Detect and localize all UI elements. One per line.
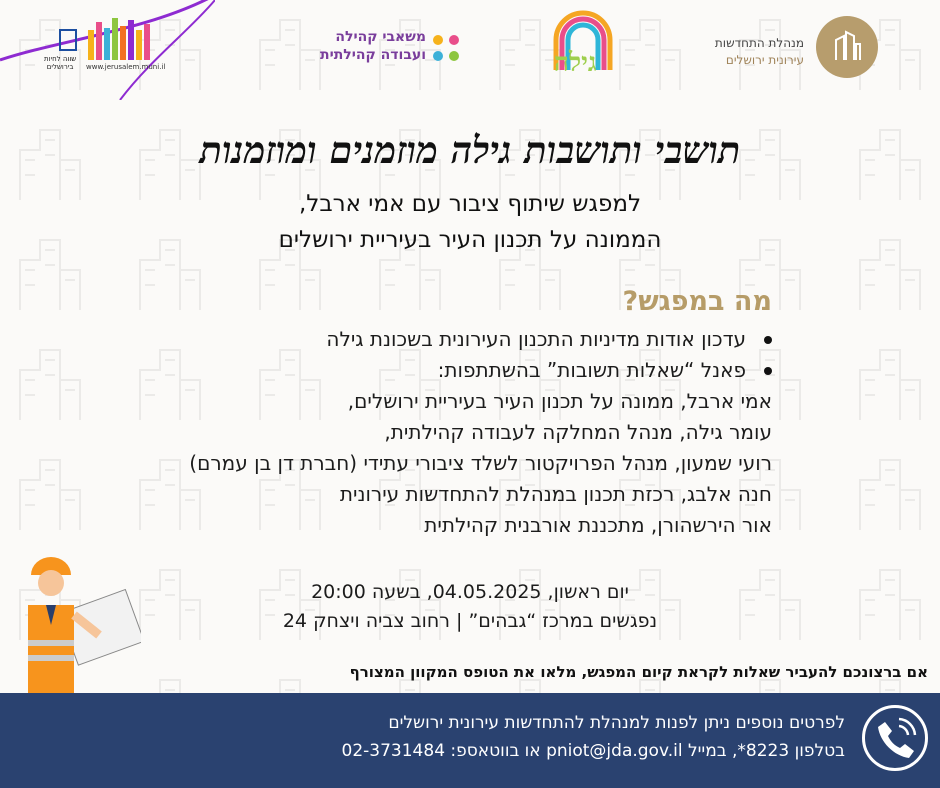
gila-logo [548, 10, 618, 80]
agenda-heading: מה במפגש? [622, 286, 772, 317]
cta-text: אם ברצונכם להעביר שאלות לקראת קיום המפגש, מלאו את הטופס המקוון המצורף [349, 663, 928, 681]
footer-line-1: לפרטים נוספים ניתן לפנות למנהלת להתחדשות עירונית ירושלים [388, 713, 845, 733]
event-when: יום ראשון, 04.05.2025, בשעה 20:00 [311, 581, 629, 603]
bullet-dot-icon [764, 367, 772, 375]
bullet-dot-icon [764, 336, 772, 344]
event-where: נפגשים במרכז “גבהים” | רחוב צביה ויצחק 24 [282, 610, 658, 632]
subtitle-line-2: הממונה על תכנון העיר בעיריית ירושלים [278, 227, 662, 253]
city-logo-url: www.jerusalem.muni.il [86, 63, 166, 71]
event-details [0, 578, 940, 636]
jda-logo-line1: מנהלת התחדשות [714, 36, 804, 50]
footer [0, 693, 940, 788]
agenda-bullet: עדכון אודות מדיניות התכנון העירונית בשכונת גילה [72, 324, 772, 355]
gila-logo-word: גילה [554, 48, 597, 78]
city-logo-slogan: שווה לחיות בירושלים [44, 55, 77, 71]
panelist-line: עומר גילה, מנהל המחלקה לעבודה קהילתית, [384, 420, 772, 444]
mashabei-logo [302, 28, 462, 72]
mashabei-logo-line1: משאבי קהילה [335, 29, 426, 45]
main-title: תושבי ותושבות גילה מוזמנים ומוזמנות [199, 128, 741, 172]
mashabei-logo-line2: ועבודה קהילתית [320, 47, 426, 63]
footer-line-2: בטלפון 8223*, במייל pniot@jda.gov.il או בווטאספ: 02-3731484 [341, 741, 845, 761]
subtitle-line-1: למפגש שיתוף ציבור עם אמי ארבל, [298, 191, 642, 217]
panelist-line: רועי שמעון, מנהל הפרויקטור לשלד ציבורי עתידי (חברת דן בן עמרם) [189, 451, 772, 475]
jda-logo [703, 12, 878, 82]
jda-logo-line2: עירונית ירושלים [725, 53, 804, 67]
jda-logo-mark [816, 16, 878, 78]
city-logo [0, 0, 215, 100]
mashabei-logo-mark [430, 32, 462, 64]
panelist-line: חנה אלבג, רכזת תכנון במנהלת להתחדשות עירונית [339, 482, 772, 506]
footer-contact [342, 709, 845, 765]
panelist-line: אור הירשהורן, מתכננת אורבנית קהילתית [424, 513, 772, 537]
agenda-content [72, 324, 772, 541]
agenda-bullet: פאנל “שאלות תשובות” בהשתתפות: [72, 355, 772, 386]
phone-icon [862, 705, 928, 771]
panelist-line: אמי ארבל, ממונה על תכנון העיר בעיריית ירושלים, [347, 389, 772, 413]
worker-illustration [6, 545, 141, 695]
